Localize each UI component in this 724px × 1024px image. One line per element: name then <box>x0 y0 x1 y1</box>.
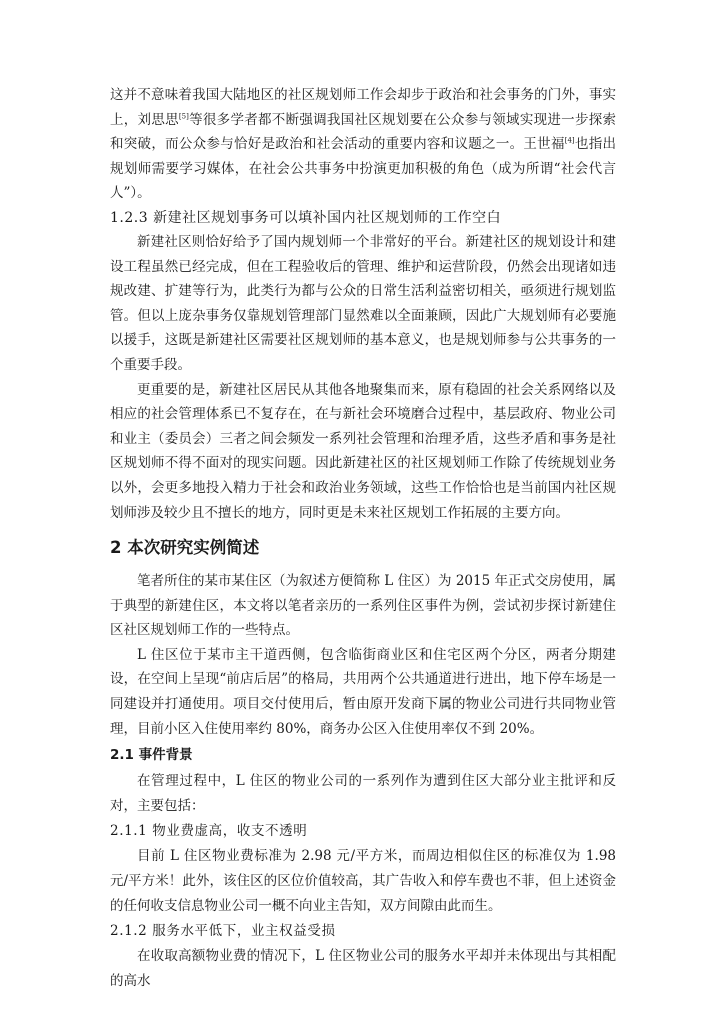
text-segment: 这并不意味着我国大陆地区的社区规划师工作会却步于政治和社会事务的门外，事实上，刘思思 <box>110 87 616 128</box>
heading-2-1-2: 2.1.2 服务水平低下，业主权益受损 <box>110 923 336 940</box>
text-segment: 等很多学者都不断强调我国社区规划要在公众参与领域实现进一步探索和突破，而公众参与恰好是政治和社会活动的重要内容和议题之一。王世福 <box>110 111 617 153</box>
heading-2: 2 本次研究实例简述 <box>110 538 260 558</box>
paragraph-1-2-3-b: 更重要的是，新建社区居民从其他各地聚集而来，原有稳固的社会关系网络以及相应的社会管理体系已不复存在，在与新社会环境磨合过程中，基层政府、物业公司和业主（委员会）三者之间会频发一系列社会管理和治理矛盾，这些矛盾和事务是社区规划师不得不面对的现实问题。因此新建社区的社区规划师工作除了传统规划业务以外，会更多地投入精力于社会和政治业务领域，这些工作恰恰也是当前国内社区规划师涉及较少且不擅长的地方，同时更是未来社区规划工作拓展的主要方向。 <box>110 381 616 521</box>
citation-ref-5[interactable]: [5] <box>178 112 189 121</box>
heading-2-1-1: 2.1.1 物业费虚高，收支不透明 <box>110 823 308 840</box>
text-segment: 也指出规划师需要学习媒体，在社会公共事务中扮演更加积极的角色（成为所谓“社会代言人”）。 <box>110 136 617 202</box>
paragraph-1-2-3-a: 新建社区则恰好给予了国内规划师一个非常好的平台。新建社区的规划设计和建设工程虽然已经完成，但在工程验收后的管理、维护和运营阶段，仍然会出现诸如违规改建、扩建等行为，此类行为都与公众的日常生活利益密切相关，亟须进行规划监管。但以上庞杂事务仅靠规划管理部门显然难以全面兼顾，因此广大规划师有必要施以援手，这既是新建社区需要社区规划师的基本意义，也是规划师参与公共事务的一个重要手段。 <box>110 233 616 373</box>
paper-page <box>110 83 616 993</box>
citation-ref-4[interactable]: [4] <box>564 136 575 145</box>
paragraph-2-a: 笔者所住的某市某住区（为叙述方便简称 L 住区）为 2015 年正式交房使用，属于典型的新建住区，本文将以笔者亲历的一系列住区事件为例，尝试初步探讨新建住区社区规划师工作的一些特点。 <box>110 573 616 639</box>
paragraph-2-1: 在管理过程中，L 住区的物业公司的一系列作为遭到住区大部分业主批评和反对，主要包括： <box>110 773 616 814</box>
heading-1-2-3: 1.2.3 新建社区规划事务可以填补国内社区规划师的工作空白 <box>110 209 502 226</box>
paragraph-2-b: L 住区位于某市主干道西侧，包含临街商业区和住宅区两个分区，两者分期建设，在空间上呈现“前店后居”的格局，共用两个公共通道进行进出，地下停车场是一同建设并打通使用。项目交付使用后，暂由原开发商下属的物业公司进行共同物业管理，目前小区入住使用率约 80%，商务办公区入住使用率仅不到 20%。 <box>110 646 616 737</box>
paragraph-2-1-2: 在收取高额物业费的情况下，L 住区物业公司的服务水平却并未体现出与其相配的高水 <box>110 948 616 989</box>
paragraph-intro <box>110 83 616 206</box>
paragraph-2-1-1: 目前 L 住区物业费标准为 2.98 元/平方米，而周边相似住区的标准仅为 1.98 元/平方米！此外，该住区的区位价值较高，其广告收入和停车费也不菲，但上述资金的任何收支信息物业公司一概不向业主告知，双方间隙由此而生。 <box>110 848 616 914</box>
heading-2-1: 2.1 事件背景 <box>110 747 193 764</box>
